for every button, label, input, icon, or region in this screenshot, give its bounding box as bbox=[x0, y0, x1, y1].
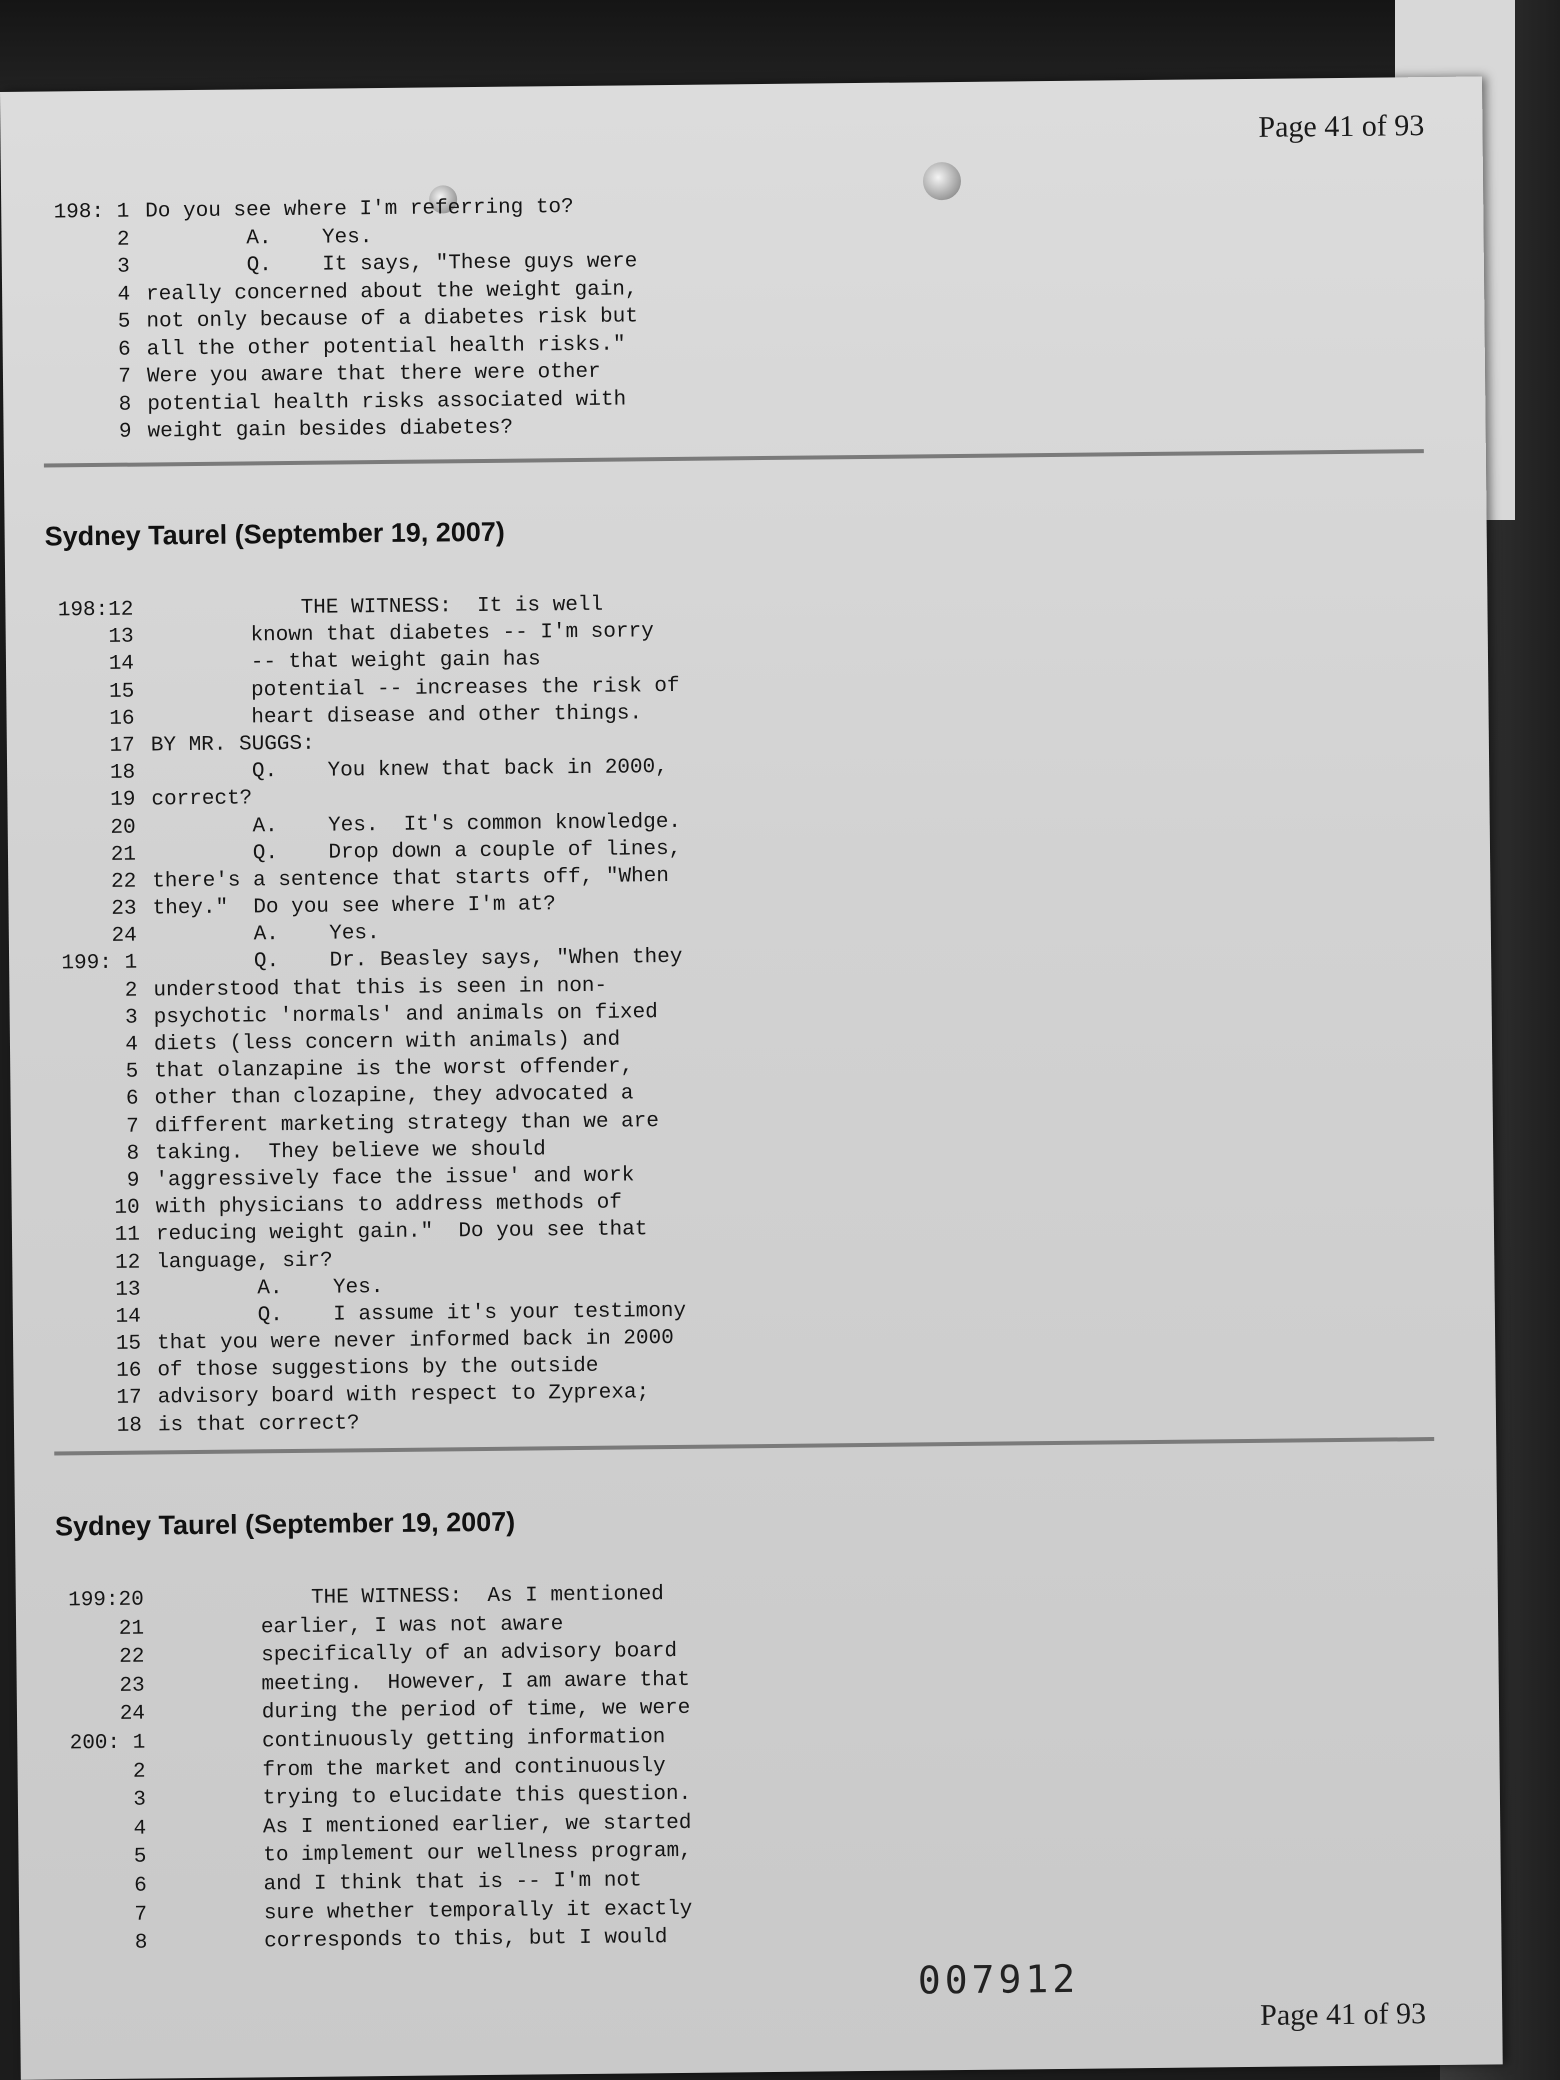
line-text: really concerned about the weight gain, bbox=[146, 277, 638, 306]
excerpt-1 bbox=[41, 195, 639, 449]
line-text: sure whether temporally it exactly bbox=[162, 1897, 693, 1926]
line-text: Q. You knew that back in 2000, bbox=[151, 756, 668, 785]
line-number: 22 bbox=[119, 1645, 145, 1670]
line-text: continuously getting information bbox=[161, 1726, 666, 1755]
line-number: 6 bbox=[117, 338, 131, 362]
line-text: A. Yes. bbox=[152, 922, 380, 948]
line-number: 13 bbox=[108, 625, 134, 650]
line-number: 13 bbox=[115, 1278, 141, 1302]
line-number: 8 bbox=[118, 393, 132, 417]
line-number: 10 bbox=[114, 1196, 140, 1220]
line-text: understood that this is seen in non- bbox=[153, 974, 608, 1003]
line-text: Q. Dr. Beasley says, "When they bbox=[153, 946, 683, 975]
line-text: earlier, I was not aware bbox=[159, 1612, 564, 1641]
line-text: is that correct? bbox=[157, 1411, 360, 1438]
line-text: other than clozapine, they advocated a bbox=[154, 1082, 634, 1111]
line-text: meeting. However, I am aware that bbox=[160, 1668, 691, 1698]
line-text: with physicians to address methods of bbox=[155, 1191, 623, 1220]
punch-hole bbox=[923, 162, 961, 200]
line-number: 24 bbox=[111, 924, 137, 949]
line-number: 6 bbox=[125, 1087, 139, 1112]
line-number: 22 bbox=[110, 870, 137, 894]
line-text: they." Do you see where I'm at? bbox=[152, 893, 556, 921]
page-number-top: Page 41 of 93 bbox=[1258, 109, 1425, 144]
transcript-page bbox=[0, 76, 1503, 2079]
line-text: that you were never informed back in 2000 bbox=[156, 1327, 674, 1356]
line-number: 15 bbox=[115, 1332, 142, 1356]
line-text: A. Yes. bbox=[156, 1275, 384, 1302]
line-text: A. Yes. It's common knowledge. bbox=[151, 810, 682, 839]
section-heading: Sydney Taurel (September 19, 2007) bbox=[44, 516, 505, 552]
line-text: potential health risks associated with bbox=[147, 387, 627, 416]
line-text: not only because of a diabetes risk but bbox=[146, 305, 638, 334]
line-text: known that diabetes -- I'm sorry bbox=[149, 620, 654, 649]
line-number: 4 bbox=[125, 1033, 139, 1057]
line-text: during the period of time, we were bbox=[160, 1697, 691, 1726]
line-text: THE WITNESS: As I mentioned bbox=[159, 1583, 664, 1612]
transcript-line bbox=[59, 1926, 693, 1961]
line-text: A. Yes. bbox=[145, 225, 373, 251]
line-number: 7 bbox=[134, 1903, 148, 1927]
transcript-line bbox=[43, 415, 639, 449]
bates-number: 007912 bbox=[917, 1956, 1080, 2003]
line-text: trying to elucidate this question. bbox=[161, 1783, 692, 1812]
excerpt-3 bbox=[56, 1583, 693, 1961]
line-text: Q. Drop down a couple of lines, bbox=[151, 837, 682, 867]
line-number: 2 bbox=[132, 1760, 146, 1784]
line-number: 21 bbox=[110, 843, 137, 867]
line-number: 17 bbox=[109, 734, 135, 758]
line-number: 14 bbox=[108, 653, 135, 677]
line-number: 20 bbox=[110, 816, 136, 840]
line-number: 5 bbox=[125, 1060, 139, 1084]
transcript-line bbox=[54, 1409, 688, 1443]
page-number-bottom: Page 41 of 93 bbox=[1260, 1997, 1427, 2032]
line-number: 200: 1 bbox=[69, 1731, 146, 1756]
line-text: from the market and continuously bbox=[161, 1754, 666, 1783]
line-number: 7 bbox=[118, 365, 132, 389]
line-number: 198: 1 bbox=[53, 200, 130, 225]
line-text: that olanzapine is the worst offender, bbox=[154, 1055, 634, 1084]
line-number: 9 bbox=[118, 420, 132, 444]
line-text: corresponds to this, but I would bbox=[163, 1926, 668, 1955]
line-number: 2 bbox=[124, 979, 138, 1003]
line-number: 14 bbox=[115, 1305, 141, 1329]
line-text: and I think that is -- I'm not bbox=[162, 1869, 642, 1898]
line-text: potential -- increases the risk of bbox=[150, 674, 680, 704]
line-number: 17 bbox=[116, 1387, 142, 1411]
line-number: 8 bbox=[134, 1931, 148, 1955]
line-text: different marketing strategy than we are bbox=[154, 1109, 660, 1138]
line-number: 21 bbox=[118, 1617, 145, 1641]
line-text: As I mentioned earlier, we started bbox=[162, 1811, 692, 1841]
line-text: 'aggressively face the issue' and work bbox=[155, 1164, 635, 1193]
line-text: BY MR. SUGGS: bbox=[150, 732, 315, 758]
line-text: psychotic 'normals' and animals on fixed bbox=[153, 1000, 658, 1030]
line-number: 18 bbox=[109, 761, 136, 786]
line-text: Were you aware that there were other bbox=[146, 360, 601, 389]
line-number: 19 bbox=[110, 788, 136, 813]
line-text: heart disease and other things. bbox=[150, 702, 643, 731]
line-text: correct? bbox=[151, 787, 253, 812]
line-number: 3 bbox=[117, 255, 130, 279]
line-number: 198:12 bbox=[57, 598, 134, 623]
line-number: 5 bbox=[133, 1845, 147, 1870]
line-text: weight gain besides diabetes? bbox=[147, 416, 514, 444]
line-number: 16 bbox=[109, 707, 135, 731]
line-number: 12 bbox=[114, 1251, 141, 1275]
section-heading: Sydney Taurel (September 19, 2007) bbox=[54, 1506, 516, 1542]
line-number: 24 bbox=[119, 1702, 146, 1727]
line-text: -- that weight gain has bbox=[149, 648, 541, 676]
line-number: 2 bbox=[116, 228, 130, 252]
line-number: 4 bbox=[133, 1817, 147, 1841]
line-number: 3 bbox=[133, 1788, 147, 1812]
line-text: to implement our wellness program, bbox=[162, 1840, 692, 1869]
line-number: 16 bbox=[116, 1359, 142, 1384]
line-text: taking. They believe we should bbox=[155, 1138, 546, 1166]
line-text: specifically of an advisory board bbox=[160, 1640, 678, 1669]
line-number: 23 bbox=[111, 897, 137, 921]
line-text: reducing weight gain." Do you see that bbox=[155, 1218, 648, 1247]
excerpt-2 bbox=[45, 593, 687, 1442]
line-number: 6 bbox=[134, 1874, 147, 1898]
line-text: Q. I assume it's your testimony bbox=[156, 1299, 687, 1329]
line-text: advisory board with respect to Zyprexa; bbox=[157, 1381, 650, 1410]
line-number: 23 bbox=[119, 1674, 145, 1698]
line-number: 5 bbox=[117, 310, 131, 334]
line-number: 9 bbox=[126, 1169, 140, 1193]
line-text: language, sir? bbox=[156, 1249, 333, 1274]
section-divider bbox=[44, 449, 1424, 467]
line-text: there's a sentence that starts off, "When bbox=[152, 864, 670, 894]
line-number: 199:20 bbox=[68, 1588, 144, 1613]
line-number: 3 bbox=[124, 1006, 138, 1030]
line-number: 199: 1 bbox=[61, 952, 138, 976]
line-text: Do you see where I'm referring to? bbox=[145, 195, 574, 224]
line-number: 4 bbox=[117, 283, 131, 307]
line-number: 7 bbox=[126, 1115, 139, 1139]
line-text: all the other potential health risks." bbox=[146, 332, 626, 361]
line-text: THE WITNESS: It is well bbox=[149, 593, 604, 622]
line-text: Q. It says, "These guys were bbox=[145, 250, 638, 279]
line-text: diets (less concern with animals) and bbox=[153, 1028, 621, 1057]
line-number: 8 bbox=[126, 1142, 140, 1166]
line-number: 11 bbox=[114, 1223, 141, 1248]
line-number: 15 bbox=[108, 680, 135, 704]
line-text: of those suggestions by the outside bbox=[157, 1355, 599, 1383]
line-number: 18 bbox=[116, 1414, 143, 1438]
